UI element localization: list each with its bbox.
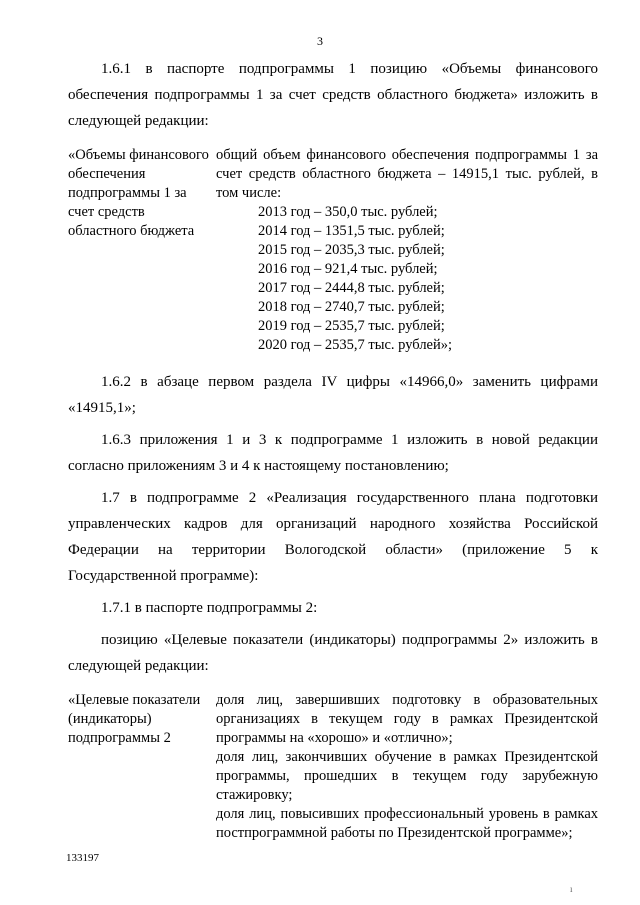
paragraph-1-7-1: 1.7.1 в паспорте подпрограммы 2: bbox=[101, 600, 318, 616]
indicators-table-value bbox=[216, 691, 598, 843]
paragraph-1-6-3: 1.6.3 приложения 1 и 3 к подпрограмме 1 изложить в новой редакции согласно приложениям 3 и 4 к настоящему постановлению; bbox=[68, 432, 598, 474]
year-line: 2013 год – 350,0 тыс. рублей; bbox=[258, 204, 438, 220]
document-body bbox=[68, 56, 598, 843]
year-line: 2020 год – 2535,7 тыс. рублей»; bbox=[258, 337, 453, 353]
financing-table bbox=[68, 146, 598, 355]
document-code: 133197 bbox=[66, 852, 99, 864]
indicators-table bbox=[68, 691, 598, 843]
financing-table-value bbox=[216, 146, 598, 355]
paragraph-1-7: 1.7 в подпрограмме 2 «Реализация государственного плана подготовки управленческих кадров для организаций народного хозяйства Российской Федерации на территории Вологодской области» (приложение 5 к Государственной программе): bbox=[68, 490, 598, 584]
financing-intro: общий объем финансового обеспечения подпрограммы 1 за счет средств областного бюджета – 14915,1 тыс. рублей, в том числе: bbox=[216, 147, 598, 201]
indicator-item: доля лиц, повысивших профессиональный уровень в рамках постпрограммной работы по Президентской программе»; bbox=[216, 806, 598, 841]
financing-years bbox=[216, 203, 598, 355]
indicators-table-label: «Целевые показатели (индикаторы) подпрограммы 2 bbox=[68, 692, 201, 746]
paragraph-1-6-1: 1.6.1 в паспорте подпрограммы 1 позицию «Объемы финансового обеспечения подпрограммы 1 за счет средств областного бюджета» изложить в следующей редакции: bbox=[68, 61, 598, 129]
year-line: 2017 год – 2444,8 тыс. рублей; bbox=[258, 280, 445, 296]
year-line: 2019 год – 2535,7 тыс. рублей; bbox=[258, 318, 445, 334]
indicator-item: доля лиц, закончивших обучение в рамках Президентской программы, прошедших в текущем году зарубежную стажировку; bbox=[216, 749, 598, 803]
year-line: 2015 год – 2035,3 тыс. рублей; bbox=[258, 242, 445, 258]
year-line: 2018 год – 2740,7 тыс. рублей; bbox=[258, 299, 445, 315]
year-line: 2014 год – 1351,5 тыс. рублей; bbox=[258, 223, 445, 239]
page-number: 3 bbox=[317, 34, 323, 48]
indicator-item: доля лиц, завершивших подготовку в образовательных организациях в текущем году в рамках Президентской программы на «хорошо» и «отлично»; bbox=[216, 692, 598, 746]
scan-mark: ı bbox=[570, 884, 573, 894]
year-line: 2016 год – 921,4 тыс. рублей; bbox=[258, 261, 438, 277]
paragraph-1-6-2: 1.6.2 в абзаце первом раздела IV цифры «14966,0» заменить цифрами «14915,1»; bbox=[68, 374, 598, 416]
paragraph-position: позицию «Целевые показатели (индикаторы) подпрограммы 2» изложить в следующей редакции: bbox=[68, 632, 598, 674]
financing-table-label: «Объемы финансового обеспечения подпрограммы 1 за счет средств областного бюджета bbox=[68, 147, 209, 239]
